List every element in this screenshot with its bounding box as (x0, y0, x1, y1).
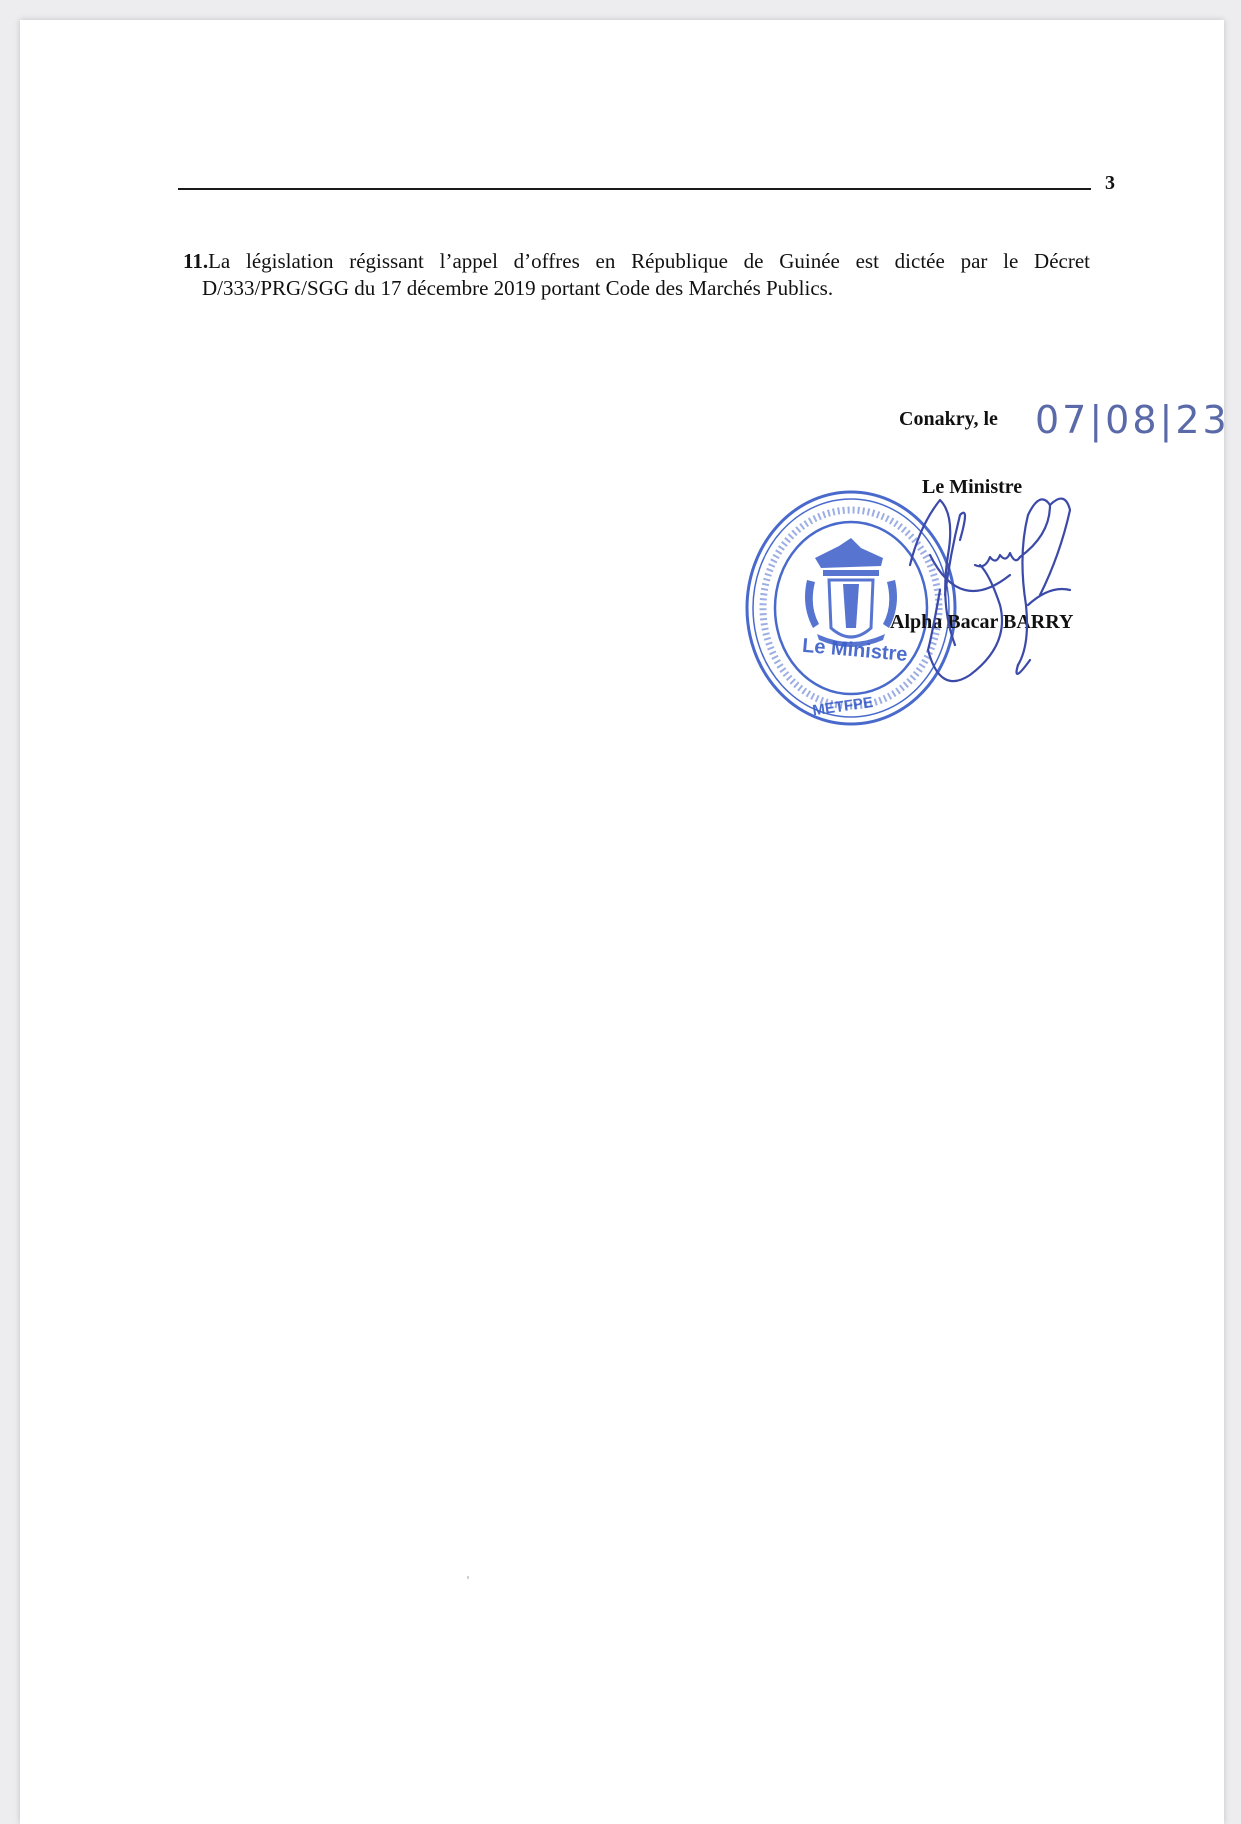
stamp-center-text: Le Ministre (801, 634, 909, 666)
scan-speck (467, 1576, 469, 1579)
document-page (20, 20, 1230, 1824)
stamp-bottom-text: METFPE (811, 693, 875, 720)
article-number: 11. (183, 249, 209, 273)
article-11-text-1: La législation régissant l’appel d’offres en République de Guinée est dictée par le Décret (208, 249, 1090, 273)
page-number: 3 (1105, 172, 1115, 194)
signature-place: Conakry, le (899, 408, 998, 430)
handwritten-signature (900, 495, 1105, 695)
header-rule (178, 188, 1091, 190)
handwritten-date: 07|08|23 (1035, 398, 1230, 442)
signatory-name: Alpha Bacar BARRY (890, 611, 1074, 633)
article-11-line-2: D/333/PRG/SGG du 17 décembre 2019 portant Code des Marchés Publics. (202, 276, 834, 300)
signatory-title: Le Ministre (922, 476, 1023, 498)
article-11-line-1 (183, 248, 1090, 275)
article-11 (183, 248, 1090, 302)
